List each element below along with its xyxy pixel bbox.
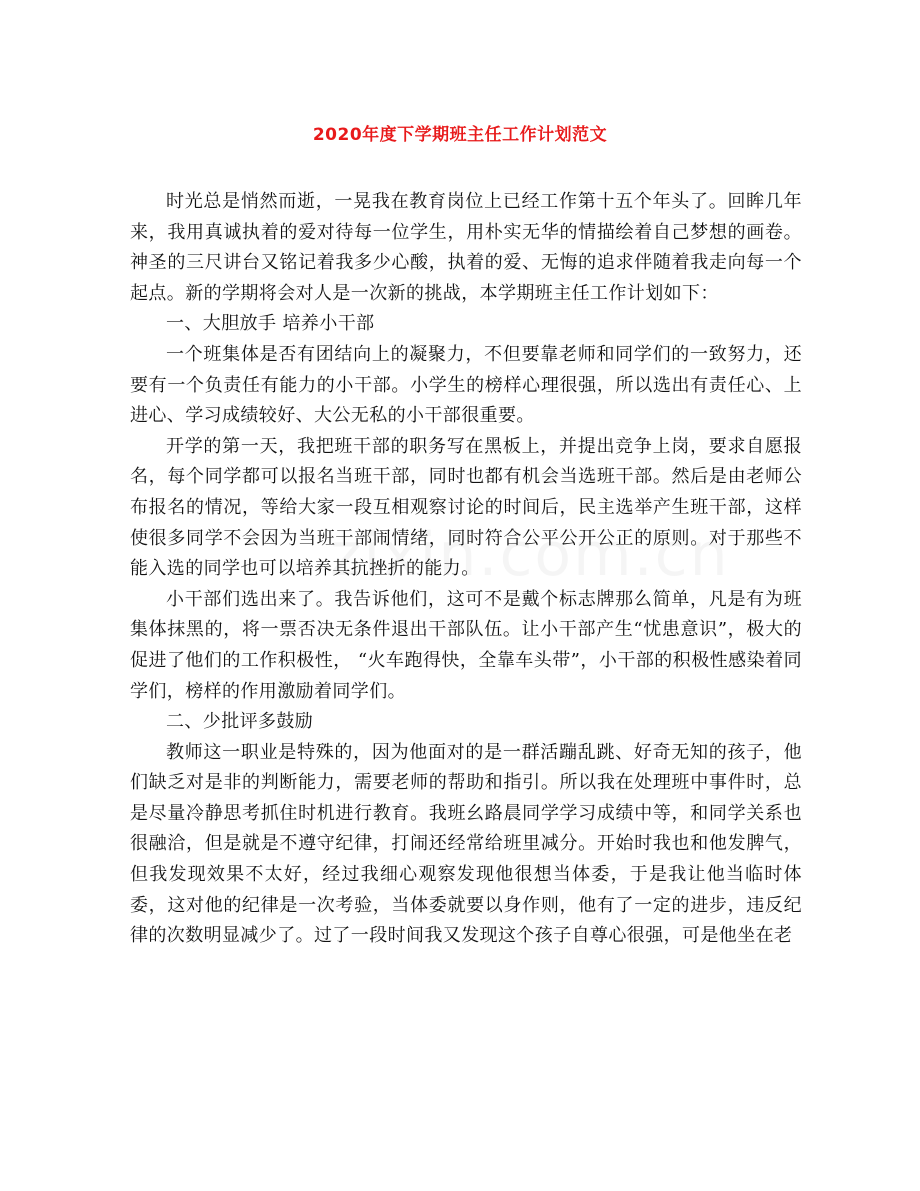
paragraph: 小干部们选出来了。我告诉他们，这可不是戴个标志牌那么简单，凡是有为班集体抹黑的，将一票否决无条件退出干部队伍。让小干部产生“忧患意识”，极大的促进了他们的工作积极性， “火车跑得快，全靠车头带”，小干部的积极性感染着同学们，榜样的作用激励着同学们。 bbox=[130, 588, 802, 702]
section-heading-1: 一、大胆放手 培养小干部 bbox=[166, 313, 375, 335]
paragraph: 教师这一职业是特殊的，因为他面对的是一群活蹦乱跳、好奇无知的孩子，他们缺乏对是非的判断能力，需要老师的帮助和指引。所以我在处理班中事件时，总是尽量冷静思考抓住时机进行教育。我班幺路晨同学学习成绩中等，和同学关系也很融洽，但是就是不遵守纪律，打闹还经常给班里减分。开始时我也和他发脾气，但我发现效果不太好，经过我细心观察发现他很想当体委，于是我让他当临时体委，这对他的纪律是一次考验，当体委就要以身作则，他有了一定的进步，违反纪律的次数明显减少了。过了一段时间我又发现这个孩子自尊心很强，可是他坐在老 bbox=[130, 741, 802, 947]
section-heading-2: 二、少批评多鼓励 bbox=[166, 711, 314, 733]
paragraph-intro: 时光总是悄然而逝，一晃我在教育岗位上已经工作第十五个年头了。回眸几年来，我用真诚执着的爱对待每一位学生，用朴实无华的情描绘着自己梦想的画卷。神圣的三尺讲台又铭记着我多少心酸，执着的爱、无悔的追求伴随着我走向每一个起点。新的学期将会对人是一次新的挑战，本学期班主任工作计划如下： bbox=[130, 191, 802, 304]
document-body bbox=[130, 187, 802, 952]
document-title: 2020年度下学期班主任工作计划范文 bbox=[312, 125, 608, 145]
paragraph: 一个班集体是否有团结向上的凝聚力，不但要靠老师和同学们的一致努力，还要有一个负责任有能力的小干部。小学生的榜样心理很强，所以选出有责任心、上进心、学习成绩较好、大公无私的小干部很重要。 bbox=[130, 343, 802, 427]
paragraph: 开学的第一天，我把班干部的职务写在黑板上，并提出竞争上岗，要求自愿报名，每个同学都可以报名当班干部，同时也都有机会当选班干部。然后是由老师公布报名的情况，等给大家一段互相观察讨论的时间后，民主选举产生班干部，这样使很多同学不会因为当班干部闹情绪，同时符合公平公开公正的原则。对于那些不能入选的同学也可以培养其抗挫折的能力。 bbox=[130, 435, 802, 580]
